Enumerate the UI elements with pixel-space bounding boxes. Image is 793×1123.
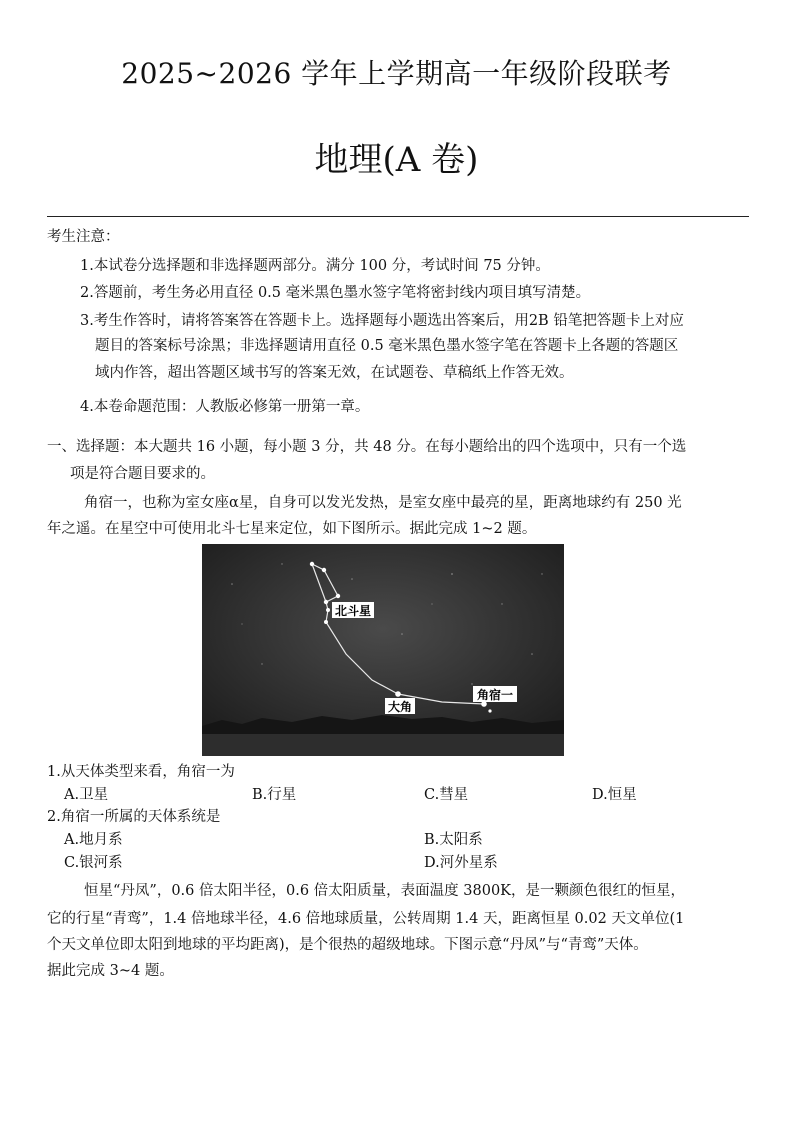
label-jiaosu: 角宿一	[476, 688, 514, 702]
section-heading: 一、选择题：本大题共 16 小题，每小题 3 分，共 48 分。在每小题给出的四个选项中，只有一个选	[47, 439, 687, 455]
option-a: A.卫星	[64, 787, 109, 803]
passage-text: 恒星“丹凤”，0.6 倍太阳半径，0.6 倍太阳质量，表面温度 3800K，是一颗颜色很红的恒星，	[84, 883, 686, 899]
option-b: B.行星	[252, 787, 297, 803]
option-c: C.银河系	[64, 855, 123, 871]
passage-text: 年之遥。在星空中可使用北斗七星来定位，如下图所示。据此完成 1~2 题。	[47, 521, 537, 537]
exam-subtitle: 地理(A 卷)	[314, 140, 479, 180]
passage-text: 个天文单位即太阳到地球的平均距离)，是个很热的超级地球。下图示意“丹凤”与“青鸾”天体。	[47, 937, 648, 953]
header-divider	[47, 216, 749, 217]
section-heading-cont: 项是符合题目要求的。	[70, 466, 215, 482]
notice-item: 题目的答案标号涂黑；非选择题请用直径 0.5 毫米黑色墨水签字笔在答题卡上各题的答题区	[95, 338, 679, 354]
notice-item: 域内作答，超出答题区域书写的答案无效，在试题卷、草稿纸上作答无效。	[95, 365, 574, 381]
passage-text: 据此完成 3~4 题。	[47, 963, 174, 979]
passage-text: 角宿一，也称为室女座α星，自身可以发光发热，是室女座中最亮的星，距离地球约有 250 光	[84, 495, 682, 511]
option-b: B.太阳系	[424, 832, 483, 848]
passage-text: 它的行星“青鸾”，1.4 倍地球半径，4.6 倍地球质量，公转周期 1.4 天，距离恒星 0.02 天文单位(1	[47, 911, 685, 927]
notice-item: 3.考生作答时，请将答案答在答题卡上。选择题每小题选出答案后，用2B 铅笔把答题卡上对应	[80, 313, 684, 329]
notice-item: 4.本卷命题范围：人教版必修第一册第一章。	[80, 399, 370, 415]
exam-title: 2025~2026 学年上学期高一年级阶段联考	[121, 57, 672, 90]
notice-item: 2.答题前，考生务必用直径 0.5 毫米黑色墨水签字笔将密封线内项目填写清楚。	[80, 285, 591, 301]
option-c: C.彗星	[424, 787, 469, 803]
option-d: D.河外星系	[424, 855, 498, 871]
star-map-photo	[202, 544, 564, 756]
option-a: A.地月系	[64, 832, 123, 848]
question-stem: 1.从天体类型来看，角宿一为	[47, 764, 235, 780]
label-dajiao: 大角	[387, 700, 413, 714]
notice-item: 1.本试卷分选择题和非选择题两部分。满分 100 分，考试时间 75 分钟。	[80, 258, 550, 274]
question-stem: 2.角宿一所属的天体系统是	[47, 809, 221, 825]
notice-heading: 考生注意：	[47, 229, 120, 245]
label-beidou: 北斗星	[334, 604, 372, 618]
option-d: D.恒星	[592, 787, 637, 803]
